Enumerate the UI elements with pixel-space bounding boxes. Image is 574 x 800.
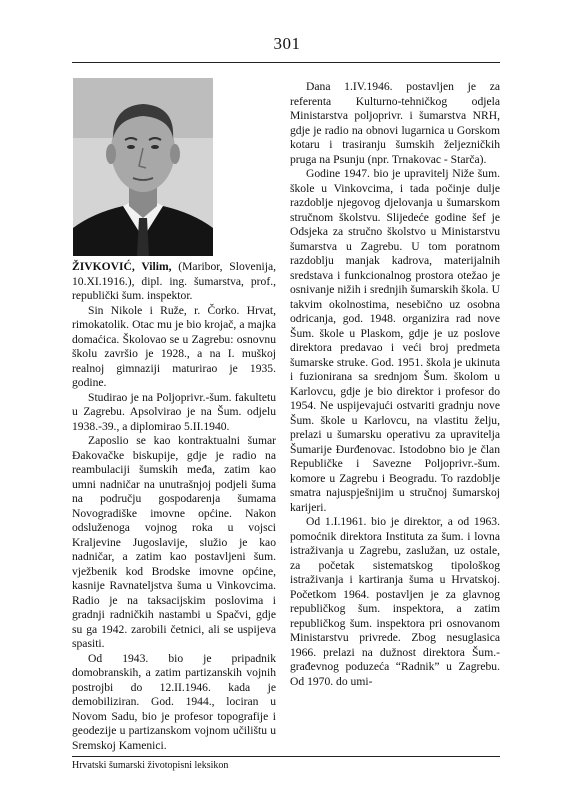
entry-intro-text: (Maribor, Slovenija, 10.XI.1916.), dipl. ing. šumarstva, prof., republički šum. inspektor. — [72, 260, 276, 302]
paragraph-studies: Studirao je na Poljoprivr.-šum. fakultetu u Zagrebu. Apsolvirao je na Šum. odjelu 1938.-39., a diplomirao 5.II.1940. — [72, 390, 276, 433]
paragraph-military: Od 1943. bio je pripadnik domobranskih, a zatim partizanskih vojnih postrojbi do 12.II.1946. kada je demobiliziran. God. 1944., lociran u Novom Sadu, bio je profesor topografije i geodezije u partizanskom vojnom učilištu u Sremskoj Kamenici. — [72, 651, 276, 752]
paragraph-origin: Sin Nikole i Ruže, r. Čorko. Hrvat, rimokatolik. Otac mu je bio krojač, a majka domaćica. Školovao se u Zagrebu: osnovnu školu završio je 1928., a na I. muškoj realnoj gimnaziji maturirao je 1935. godine. — [72, 303, 276, 389]
footer-rule — [72, 756, 500, 757]
footer-title: Hrvatski šumarski životopisni leksikon — [72, 760, 229, 771]
paragraph-1946: Dana 1.IV.1946. postavljen je za referenta Kulturno-tehničkog odjela Ministarstva poljoprivr. i šumarstva NRH, gdje je radio na obnovi lugarnica u Gorskom kotaru i trasiranju šumskih željezničkih pruga na Psunju (npr. Trnakovac - Starča). — [290, 80, 500, 166]
paragraph-1947: Godine 1947. bio je upravitelj Niže šum. škole u Vinkovcima, i tada počinje dulje razdoblje njegovog djelovanja u šumarskom stručnom školstvu. Slijedeće godine šef je Odsjeka za stručno školstvo u Ministarstvu šumarstva u Zagrebu. U tom poratnom razdoblju manjak kadrova, materijalnih sredstava i funkcionalnog prostora otežao je osnivanje nižih i srednjih šumarskih škola. U takvim okolnostima, nesebično uz osobna odricanja, god. 1948. organizira rad nove Šum. škole u Plaskom, gdje je uz poslove direktora predavao i veći broj predmeta šumarske struke. God. 1951. škola je ukinuta i fuzionirana sa srednjom Šum. školom u Karlovcu, gdje je bio direktor i profesor do 1954. Ne uspijevajući ostvariti gradnju nove Šum. škole u Karlovcu, na vlastitu želju, prelazi u šumarsku operativu za upravitelja Šumarije Đurđenovac. Istodobno bio je član Republičke i Savezne Poljoprivr.-šum. komore u Zagrebu i Beogradu. To razdoblje smatra najuspješnijim u stručnoj šumarskoj karijeri. — [290, 167, 500, 514]
page-number: 301 — [273, 34, 301, 53]
paragraph-1961: Od 1.I.1961. bio je direktor, a od 1963. pomoćnik direktora Instituta za šum. i lovna istraživanja u Zagrebu, zaslužan, uz ostale, za početak sistematskog tipološkog istraživanja i kartiranja šuma u Hrvatskoj. Početkom 1964. postavljen je za glavnog republičkog šum. inspektora, a zatim republičkog šum. inspektora pri osnovanom Ministarstvu privrede. Zbog nesuglasica 1966. prelazi na dužnost direktora Šum.-građevnog poduzeća “Radnik” u Zagrebu. Od 1970. do umi- — [290, 515, 500, 688]
portrait-photo — [73, 78, 213, 256]
entry-intro — [72, 260, 276, 304]
paragraph-early-career: Zaposlio se kao kontraktualni šumar Đakovačke biskupije, gdje je radio na reambulaciji šumskih međa, zatim kao umni nadničar na unutrašnjoj podjeli šuma na području gospodarenja šumama Novogradiške imovne općine. Nakon odsluženoga vojnog roka u vojsci Kraljevine Jugoslavije, služio je kao nadničar, a zatim kao postavljeni šum. vježbenik kod Brodske imovne općine, kasnije Ravnateljstva šuma u Vinkovcima. Radio je na taksacijskim poslovima i gradnji radničkih nastambi u Spačvi, gdje su ga 1942. zarobili četnici, ali se uspijeva spasiti. — [72, 434, 276, 650]
right-column — [290, 80, 500, 689]
entry-headword: ŽIVKOVIĆ, Vilim, — [72, 260, 172, 273]
header-rule — [72, 62, 500, 63]
left-column — [72, 260, 276, 753]
